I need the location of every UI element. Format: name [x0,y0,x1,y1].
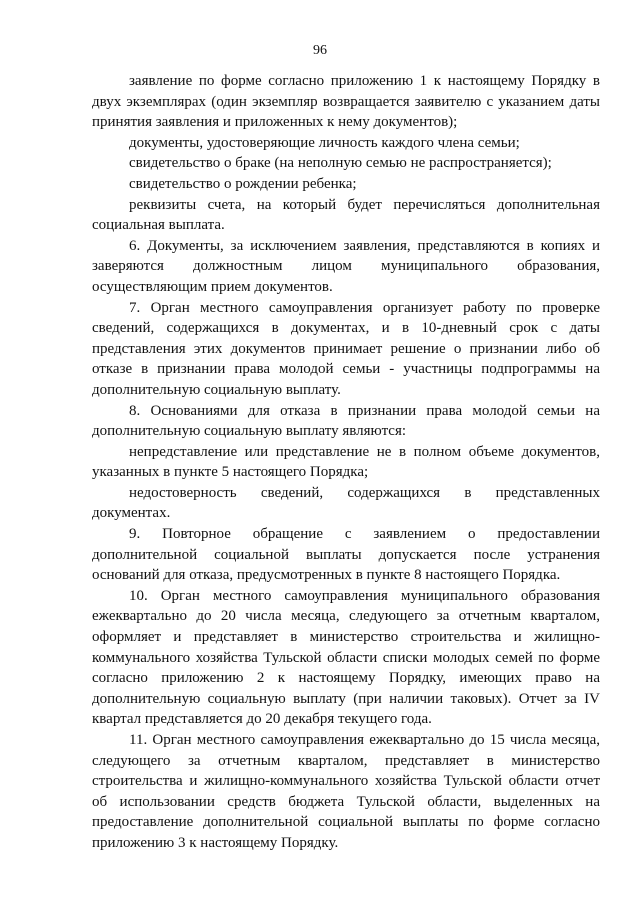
document-body [92,71,600,854]
paragraph-identity-documents: документы, удостоверяющие личность каждого члена семьи; [129,134,520,151]
paragraph-account-details: реквизиты счета, на который будет перечисляться дополнительная социальная выплата. [92,196,600,234]
paragraph-refusal-ground-1: непредставление или представление не в полном объеме документов, указанных в пункте 5 настоящего Порядка; [92,443,600,481]
paragraph-item-11: 11. Орган местного самоуправления ежеквартально до 15 числа месяца, следующего за отчетным кварталом, представляет в министерство строительства и жилищно-коммунального хозяйства Тульской области отчет об использовании средств бюджета Тульской области, выделенных на предоставление дополнительной социальной выплаты по форме согласно приложению 3 к настоящему Порядку. [92,732,600,851]
paragraph-item-7: 7. Орган местного самоуправления организует работу по проверке сведений, содержащихся в документах, и в 10-дневный срок с даты представления этих документов принимает решение о признании либо об отказе в признании права молодой семьи - участницы подпрограммы на дополнительную социальную выплату. [92,299,600,398]
page-number: 96 [313,43,327,58]
paragraph-item-10: 10. Орган местного самоуправления муниципального образования ежеквартально до 20 числа месяца, следующего за отчетным кварталом, оформляет и представляет в министерство строительства и жилищно-коммунального хозяйства Тульской области списки молодых семей по форме согласно приложению 2 к настоящему Порядку, имеющих право на дополнительную социальную выплату (при наличии таковых). Отчет за IV квартал представляется до 20 декабря текущего года. [92,587,600,728]
paragraph-item-9: 9. Повторное обращение с заявлением о предоставлении дополнительной социальной выплаты допускается после устранения оснований для отказа, предусмотренных в пункте 8 настоящего Порядка. [92,526,600,584]
paragraph-birth-certificate: свидетельство о рождении ребенка; [129,175,357,192]
paragraph-item-8: 8. Основаниями для отказа в признании права молодой семьи на дополнительную социальную выплату являются: [92,402,600,440]
paragraph-marriage-certificate: свидетельство о браке (на неполную семью не распространяется); [129,155,552,172]
paragraph-item-6: 6. Документы, за исключением заявления, представляются в копиях и заверяются должностным лицом муниципального образования, осуществляющим прием документов. [92,237,600,295]
paragraph-application-form: заявление по форме согласно приложению 1 к настоящему Порядку в двух экземплярах (один экземпляр возвращается заявителю с указанием даты принятия заявления и приложенных к нему документов); [92,73,600,131]
paragraph-refusal-ground-2: недостоверность сведений, содержащихся в представленных документах. [92,484,600,522]
